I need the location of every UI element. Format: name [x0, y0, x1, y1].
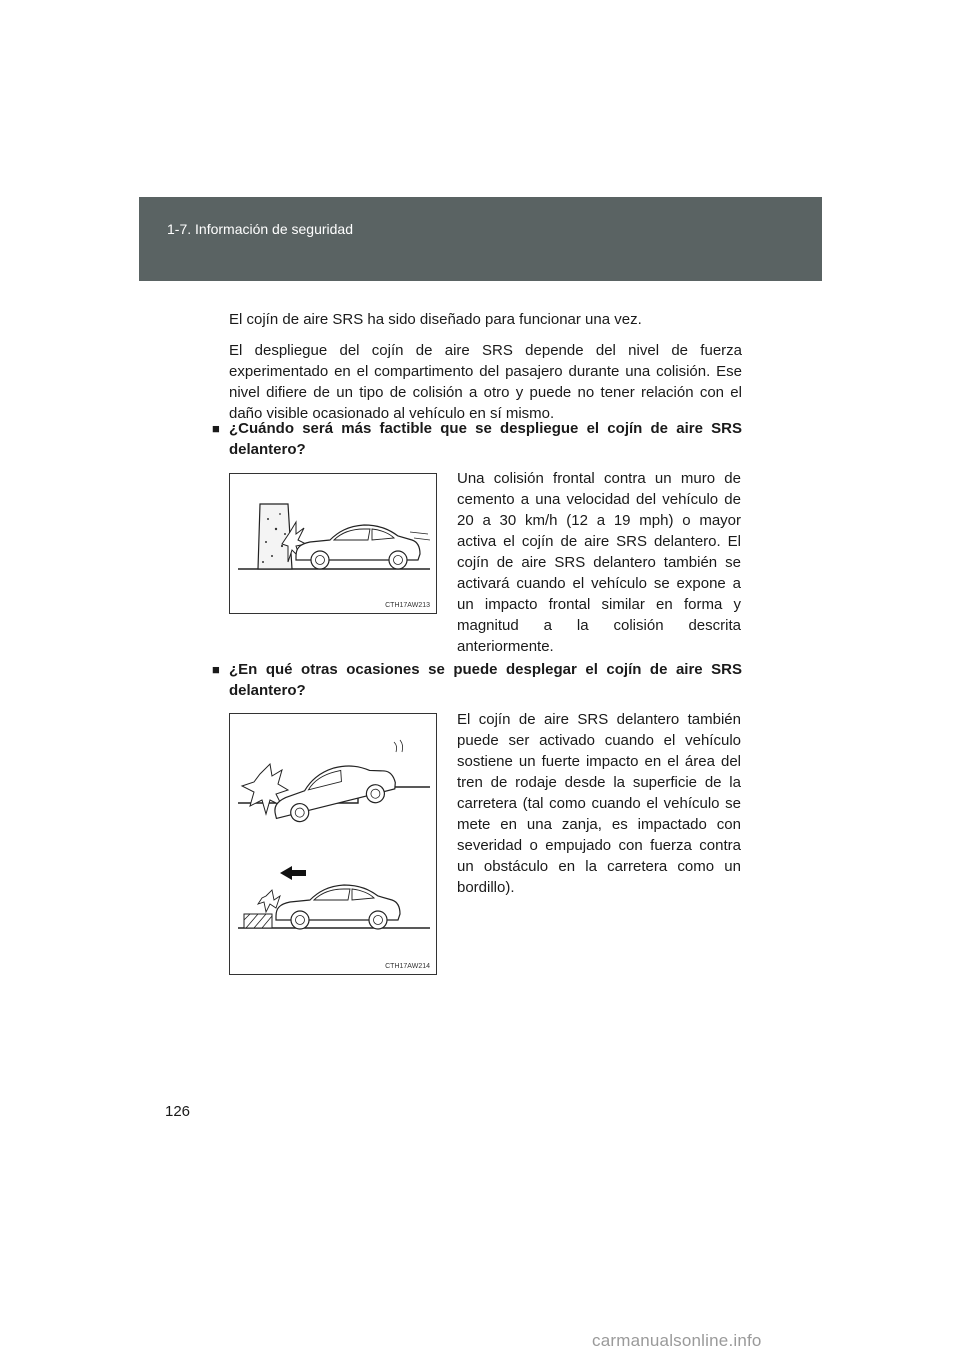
figure-wall-collision [229, 473, 437, 614]
curb-impact-illustration [230, 714, 436, 974]
bullet-icon: ■ [212, 662, 220, 677]
bullet-icon: ■ [212, 421, 220, 436]
watermark-link[interactable]: carmanualsonline.info [592, 1331, 762, 1350]
section-title: 1-7. Información de seguridad [167, 221, 353, 237]
section-heading-1 [212, 418, 742, 460]
section-2-description: El cojín de aire SRS delantero también puede ser activado cuando el vehículo sostiene un fuerte impacto en el área del tren de rodaje desde la superficie de la carretera (tal como cuando el vehículo se mete en una zanja, es impactado con severidad o empujado con fuerza contra un obstáculo en la carretera como un bordillo). [457, 711, 741, 896]
section-heading-1-text: ¿Cuándo será más factible que se despliegue el cojín de aire SRS delantero? [229, 420, 742, 458]
section-1-description: Una colisión frontal contra un muro de cemento a una velocidad del vehículo de 20 a 30 km/h (12 a 19 mph) o mayor activa el cojín de aire SRS delantero. El cojín de aire SRS delantero también se activará cuando el vehículo se expone a un impacto frontal similar en forma y magnitud a la colisión descrita anteriormente. [457, 470, 741, 655]
section-heading-2 [212, 659, 742, 701]
page-number: 126 [165, 1103, 191, 1120]
figure-curb-impact [229, 713, 437, 975]
section-heading-2-text: ¿En qué otras ocasiones se puede desplegar el cojín de aire SRS delantero? [229, 661, 742, 699]
arrow-left-icon [280, 866, 306, 880]
intro-paragraph-1: El cojín de aire SRS ha sido diseñado para funcionar una vez. [229, 311, 642, 328]
figure-code-1: CTH17AW213 [385, 602, 430, 609]
intro-paragraph-2: El despliegue del cojín de aire SRS depende del nivel de fuerza experimentado en el compartimento del pasajero durante una colisión. Ese nivel difiere de un tipo de colisión a otro y puede no tener relación con el daño visible ocasionado al vehículo en sí mismo. [229, 342, 742, 422]
figure-code-2: CTH17AW214 [385, 963, 430, 970]
wall-collision-illustration [230, 474, 436, 613]
section-header-band [139, 197, 822, 281]
